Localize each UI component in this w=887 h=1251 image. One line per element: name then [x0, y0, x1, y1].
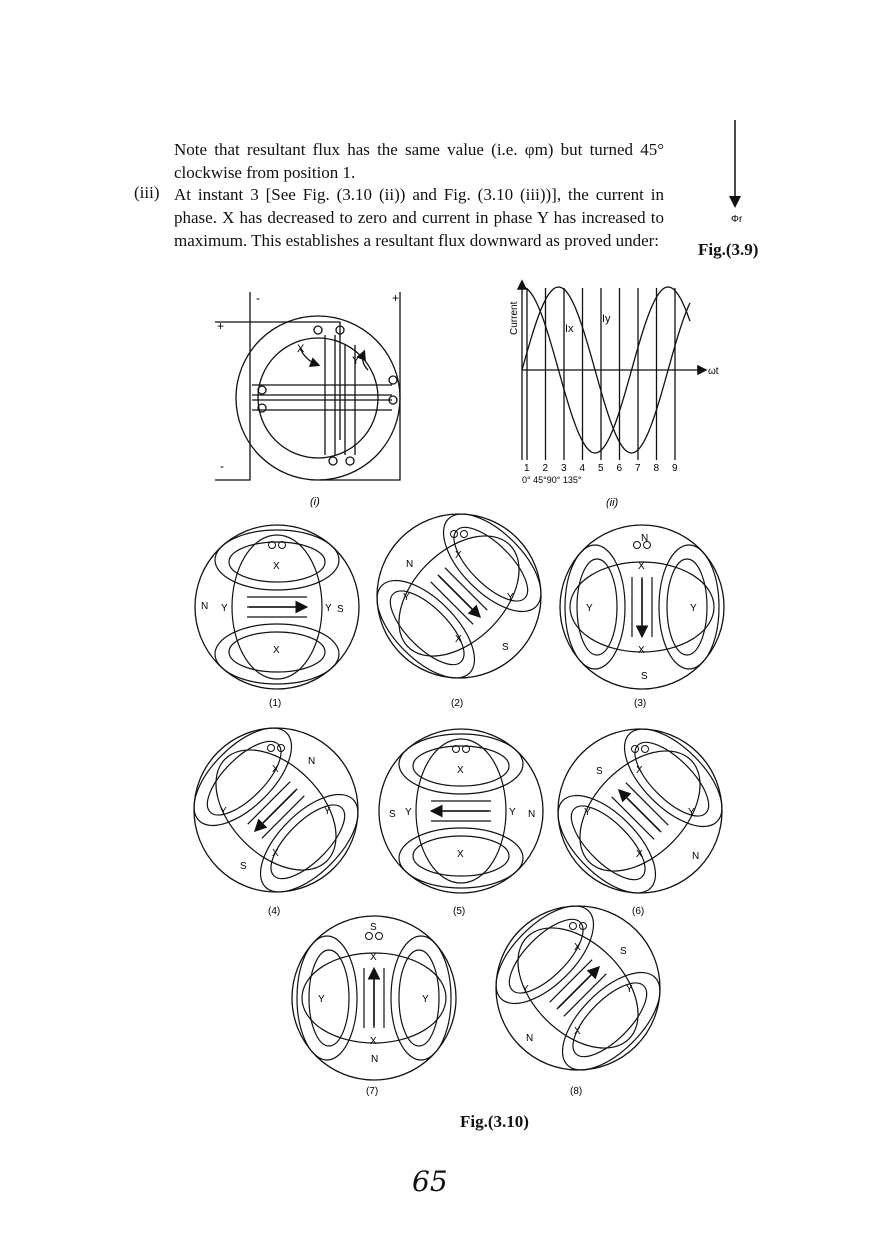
coil-x-label: X [272, 764, 279, 775]
tick-labels [524, 463, 678, 474]
fig-3-9-caption: Fig.(3.9) [698, 240, 759, 259]
flux-position-6 [542, 713, 739, 917]
coil-x-label: X [455, 550, 462, 561]
flux-positions [178, 498, 739, 1097]
coil-loop-outer-b [565, 545, 625, 669]
note-paragraph: Note that resultant flux has the same value (i.e. φm) but turned 45° clockwise from position 1. [174, 140, 664, 182]
phi-r-label: Φr [731, 214, 743, 225]
coil-loop-inner-b [379, 580, 475, 676]
angle-labels: 0° 45°90° 135° [522, 475, 582, 485]
coil-loop-inner-a [667, 559, 707, 655]
coil-x-label: X [273, 645, 280, 656]
tick-label-9: 9 [672, 463, 678, 474]
coil-y-label: Y [325, 603, 332, 614]
tick-label-7: 7 [635, 463, 641, 474]
coil-loop-inner-b [560, 795, 656, 891]
coil-loop-inner-b [309, 950, 349, 1046]
minus-bottom-label: - [220, 459, 224, 473]
coil-loop-outer-b [297, 936, 357, 1060]
tick-label-5: 5 [598, 463, 604, 474]
coil-loop-inner-b [498, 908, 594, 1004]
tick-label-1: 1 [524, 463, 530, 474]
north-pole-label: N [641, 533, 649, 544]
coil-y-label: Y [422, 994, 429, 1005]
conductor-dot [634, 542, 641, 549]
position-caption: (1) [269, 698, 282, 709]
north-pole-label: N [406, 559, 414, 570]
position-caption: (2) [451, 698, 464, 709]
coil-loop-inner-a [562, 972, 658, 1068]
north-pole-label: N [371, 1054, 379, 1065]
coil-loop-inner-a [260, 794, 356, 890]
north-pole-label: N [201, 601, 209, 612]
coil-y-label: Y [318, 994, 325, 1005]
conductor-dot [366, 933, 373, 940]
coil-y-label: Y [405, 807, 412, 818]
flux-position-1 [195, 525, 359, 709]
coil-y-label: Y [220, 806, 227, 817]
coil-y-label: Y [688, 807, 695, 818]
current-axis-label: Current [509, 301, 520, 335]
south-pole-label: S [240, 861, 247, 872]
page-number: 65 [412, 1165, 448, 1198]
conductor-dot [642, 746, 649, 753]
coil-y-label: Y [586, 603, 593, 614]
coil-x-label: X [273, 561, 280, 572]
flux-position-3 [560, 525, 724, 709]
tick-label-8: 8 [653, 463, 660, 474]
coil-x-label: X [457, 765, 464, 776]
coil-x-label: X [455, 634, 462, 645]
south-pole-label: S [337, 604, 344, 615]
minus-top-label: - [256, 291, 260, 305]
position-caption: (3) [634, 698, 647, 709]
coil-loop-outer-a [215, 530, 339, 590]
coil-y-label: Y [690, 603, 697, 614]
flux-position-5 [379, 729, 543, 917]
south-pole-label: S [389, 809, 396, 820]
coil-y-label: Y [324, 806, 331, 817]
coil-loop-inner-b [577, 559, 617, 655]
ix-label: Ix [565, 323, 574, 335]
coil-y-label: Y [509, 807, 516, 818]
north-pole-label: N [692, 851, 700, 862]
winding-x-label: X [297, 343, 305, 355]
omega-t-label: ωt [708, 366, 719, 377]
coil-y-label: Y [507, 592, 514, 603]
coil-loop-inner-a [624, 731, 720, 827]
conductor-dot [461, 531, 468, 538]
coil-x-label: X [272, 848, 279, 859]
current-waveform-graph [522, 282, 705, 460]
plus-top-label: + [392, 291, 400, 305]
coil-loop-inner-a [443, 516, 539, 612]
conductor-dot [268, 745, 275, 752]
tick-label-4: 4 [579, 463, 586, 474]
tick-label-6: 6 [616, 463, 623, 474]
coil-loop-outer-a [659, 545, 719, 669]
fig-3-9-arrow [731, 120, 743, 225]
north-pole-label: N [528, 809, 536, 820]
winding-diagram [215, 292, 400, 480]
coil-x-label: X [574, 942, 581, 953]
coil-x-label: X [574, 1026, 581, 1037]
north-pole-label: N [308, 756, 316, 767]
coil-loop-outer-a [399, 734, 523, 794]
coil-y-label: Y [626, 984, 633, 995]
position-caption: (8) [570, 1086, 583, 1097]
flux-position-4 [178, 712, 375, 917]
winding-y-label: Y [352, 355, 360, 367]
north-pole-label: N [526, 1033, 534, 1044]
plus-left-label: + [217, 319, 225, 333]
conductor-dot [570, 923, 577, 930]
position-caption: (7) [366, 1086, 379, 1097]
tick-label-2: 2 [542, 463, 549, 474]
iy-label: Iy [602, 313, 611, 325]
coil-x-label: X [638, 561, 645, 572]
position-caption: (5) [453, 906, 466, 917]
coil-x-label: X [457, 849, 464, 860]
position-caption: (4) [268, 906, 281, 917]
coil-x-label: X [636, 765, 643, 776]
coil-loop-inner-a [399, 950, 439, 1046]
flux-position-7 [292, 916, 456, 1097]
south-pole-label: S [596, 766, 603, 777]
coil-x-label: X [370, 1036, 377, 1047]
coil-x-label: X [370, 952, 377, 963]
coil-y-label: Y [221, 603, 228, 614]
conductor-dot [376, 933, 383, 940]
coil-y-label: Y [584, 807, 591, 818]
instant-3-paragraph: At instant 3 [See Fig. (3.10 (ii)) and Fig. (3.10 (iii))], the current in phase. X has decreased to zero and current in phase Y has increased to maximum. This establishes a resultant flux downward as proved under: [174, 185, 664, 250]
coil-loop-inner-b [196, 730, 292, 826]
coil-x-label: X [636, 849, 643, 860]
instant-lines [527, 288, 675, 460]
subcaption-i: (i) [310, 496, 320, 508]
flux-position-8 [480, 890, 677, 1097]
coil-loop-outer-a [391, 936, 451, 1060]
south-pole-label: S [620, 946, 627, 957]
south-pole-label: S [502, 642, 509, 653]
coil-y-label: Y [522, 984, 529, 995]
subcaption-ii: (ii) [606, 497, 619, 509]
position-caption: (6) [632, 906, 645, 917]
coil-x-label: X [638, 645, 645, 656]
item-number: (iii) [134, 183, 160, 202]
tick-label-3: 3 [561, 463, 567, 474]
coil-y-label: Y [403, 592, 410, 603]
south-pole-label: S [370, 922, 377, 933]
flux-position-2 [361, 498, 558, 709]
south-pole-label: S [641, 671, 648, 682]
fig-3-10-caption: Fig.(3.10) [460, 1112, 529, 1131]
